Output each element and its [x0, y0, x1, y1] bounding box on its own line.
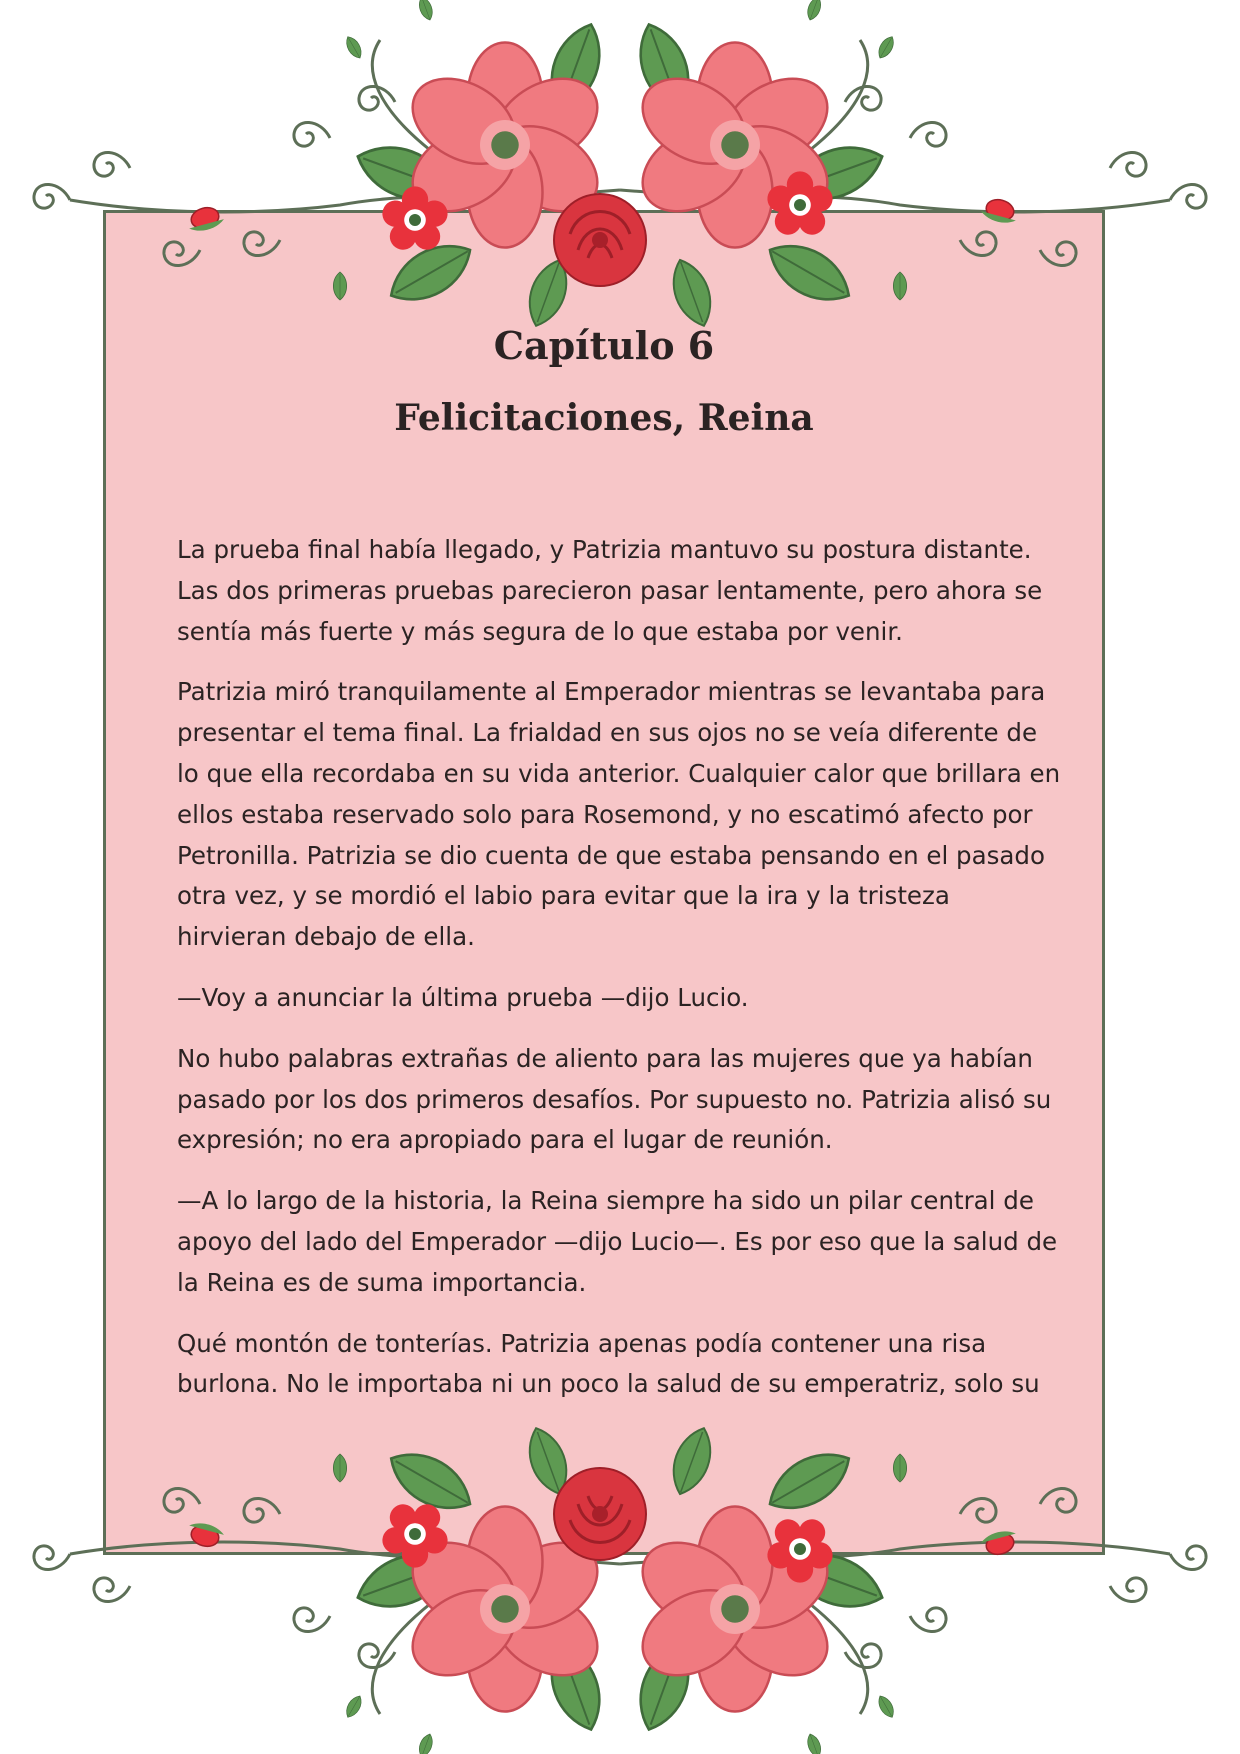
chapter-heading: [106, 316, 1102, 448]
chapter-number: Capítulo 6: [493, 323, 715, 368]
paragraph: —Voy a anunciar la última prueba —dijo Lucio.: [177, 982, 749, 1012]
paragraph: —A lo largo de la historia, la Reina siempre ha sido un pilar central de apoyo del lado del Emperador —dijo Lucio—. Es por eso que la salud de la Reina es de suma importancia.: [177, 1186, 1058, 1297]
paragraph: La prueba final había llegado, y Patrizia mantuvo su postura distante. Las dos primeras pruebas parecieron pasar lentamente, pero ahora se sentía más fuerte y más segura de lo que estaba por venir.: [177, 535, 1043, 646]
chapter-body: [177, 530, 1062, 1425]
paragraph: Qué montón de tonterías. Patrizia apenas podía contener una risa burlona. No le importaba ni un poco la salud de su emperatriz, solo su: [177, 1328, 1040, 1399]
chapter-title: Felicitaciones, Reina: [394, 397, 814, 439]
paragraph: Patrizia miró tranquilamente al Emperador mientras se levantaba para presentar el tema final. La frialdad en sus ojos no se veía diferente de lo que ella recordaba en su vida anterior. Cualquier calor que brillara en ellos estaba reservado solo para Rosemond, y no escatimó afecto por Petronilla. Patrizia se dio cuenta de que estaba pensando en el pasado otra vez, y se mordió el labio para evitar que la ira y la tristeza hirvieran debajo de ella.: [177, 677, 1061, 952]
paragraph: No hubo palabras extrañas de aliento para las mujeres que ya habían pasado por los dos primeros desafíos. Por supuesto no. Patrizia alisó su expresión; no era apropiado para el lugar de reunión.: [177, 1043, 1052, 1155]
